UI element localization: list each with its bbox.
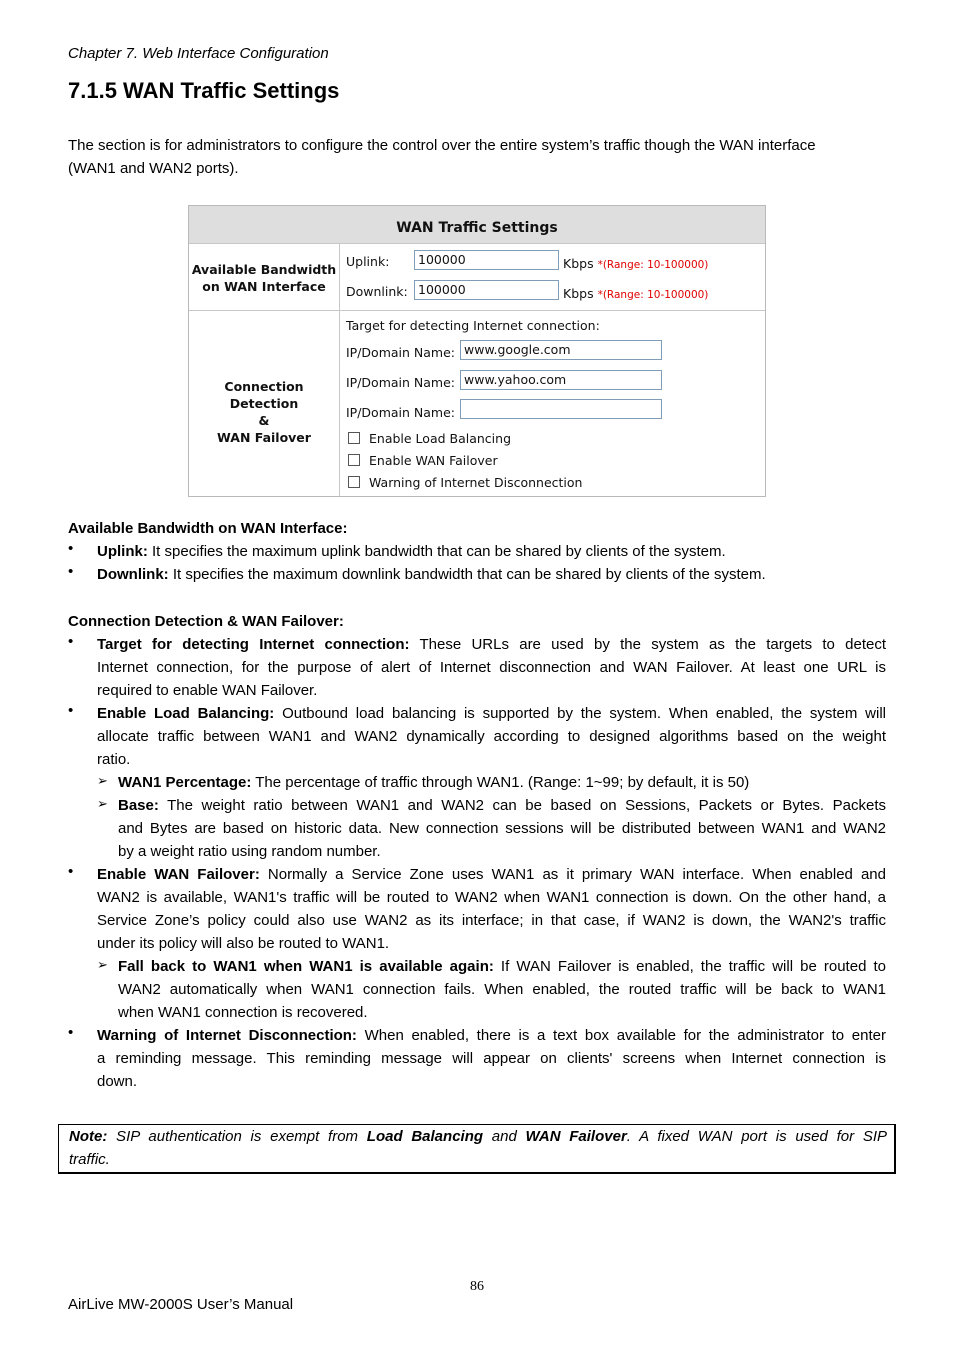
note-t3: . A fixed WAN port is used for SIP (626, 1128, 888, 1145)
note-line-1 (69, 1125, 887, 1148)
note-b2: WAN Failover (525, 1128, 627, 1145)
chapter-header: Chapter 7. Web Interface Configuration (68, 45, 329, 62)
fb-desc-1: If WAN Failover is enabled, the traffic will be routed to (493, 958, 886, 975)
wf-desc-1: Normally a Service Zone uses WAN1 as it primary WAN interface. When enabled and (259, 866, 886, 883)
uplink-label: Uplink: (346, 254, 390, 269)
domain-input-1[interactable]: www.google.com (460, 340, 662, 360)
note-t1: SIP authentication is exempt from (107, 1128, 367, 1145)
base-text (118, 794, 886, 863)
note-b1: Load Balancing (366, 1128, 484, 1145)
target-line-3: required to enable WAN Failover. (97, 682, 318, 699)
note-line-2: traffic. (69, 1151, 110, 1168)
warning-bullet-text (97, 1024, 886, 1093)
lb-line-2: allocate traffic between WAN1 and WAN2 dynamically according to designed algorithms based on the weight (97, 728, 886, 745)
conn-label-line3: WAN Failover (217, 430, 311, 445)
bandwidth-row-label (189, 261, 339, 295)
conn-label-line1: Connection Detection (224, 379, 304, 411)
conn-label-line2: & (258, 413, 270, 428)
load-balancing-label: Enable Load Balancing (369, 431, 512, 446)
target-line-2: Internet connection, for the purpose of alert of Internet disconnection and WAN Failover. At least one URL is (97, 659, 886, 676)
uplink-term: Uplink: (97, 543, 148, 560)
note-text (69, 1125, 887, 1171)
wf-term: Enable WAN Failover: (97, 866, 260, 883)
column-divider (339, 244, 340, 496)
panel-title: WAN Traffic Settings (189, 206, 765, 244)
wf-line-2: WAN2 is available, WAN1's traffic will be routed to WAN2 when WAN1 connection is down. On the other hand, a (97, 889, 886, 906)
bullet: • (68, 563, 74, 580)
bandwidth-heading: Available Bandwidth on WAN Interface: (68, 520, 348, 537)
uplink-unit (563, 256, 708, 271)
fallback-text (118, 955, 886, 1024)
domain-label-1: IP/Domain Name: (346, 345, 456, 360)
domain-label-2: IP/Domain Name: (346, 375, 456, 390)
target-bullet-text (97, 633, 886, 702)
uplink-range: *(Range: 10-100000) (597, 259, 709, 271)
connection-row-label (189, 378, 339, 446)
bullet: • (68, 1024, 74, 1041)
domain-input-3[interactable] (460, 399, 662, 419)
base-desc-1: The weight ratio between WAN1 and WAN2 can be based on Sessions, Packets or Bytes. Packets (158, 797, 886, 814)
wf-line-3: Service Zone’s policy could also use WAN2 as its interface; in that case, if WAN2 is down, the WAN2's traffic (97, 912, 886, 929)
section-title: 7.1.5 WAN Traffic Settings (68, 78, 340, 103)
base-term: Base: (118, 797, 159, 814)
bullet: • (68, 863, 74, 880)
note-box (58, 1124, 896, 1174)
warn-line-1 (97, 1024, 886, 1047)
note-t2: and (483, 1128, 526, 1145)
bullet: • (68, 633, 74, 650)
uplink-bullet-text (97, 540, 886, 563)
bullet: • (68, 702, 74, 719)
pct-desc: The percentage of traffic through WAN1. (Range: 1~99; by default, it is 50) (251, 774, 750, 791)
wan1-percentage-text (118, 771, 886, 794)
bullet: • (68, 540, 74, 557)
downlink-bullet-text (97, 563, 886, 586)
base-line-1 (118, 794, 886, 817)
warn-desc-1: When enabled, there is a text box available for the administrator to enter (356, 1027, 886, 1044)
downlink-term: Downlink: (97, 566, 169, 583)
lb-line-1 (97, 702, 886, 725)
bandwidth-label-line2: on WAN Interface (202, 279, 326, 294)
warn-line-2: a reminding message. This reminding message will appear on clients' screens when Internet connection is (97, 1050, 886, 1067)
base-line-3: by a weight ratio using random number. (118, 843, 381, 860)
downlink-desc: It specifies the maximum downlink bandwidth that can be shared by clients of the system. (168, 566, 766, 583)
bandwidth-label-line1: Available Bandwidth (191, 262, 337, 277)
wan-failover-bullet-text (97, 863, 886, 955)
arrow-bullet-icon: ➢ (97, 796, 108, 811)
warn-line-3: down. (97, 1073, 138, 1090)
connection-heading: Connection Detection & WAN Failover: (68, 613, 344, 630)
downlink-input[interactable]: 100000 (414, 280, 559, 300)
target-line-1 (97, 633, 886, 656)
fb-line-3: when WAN1 connection is recovered. (118, 1004, 368, 1021)
note-label: Note: (69, 1128, 108, 1145)
target-term: Target for detecting Internet connection: (97, 636, 410, 653)
intro-line-2: (WAN1 and WAN2 ports). (68, 160, 239, 177)
internet-warning-checkbox[interactable] (348, 476, 360, 488)
fb-term: Fall back to WAN1 when WAN1 is available again: (118, 958, 494, 975)
warn-term: Warning of Internet Disconnection: (97, 1027, 357, 1044)
target-desc-1: These URLs are used by the system as the targets to detect (409, 636, 886, 653)
downlink-unit-text: Kbps (563, 286, 594, 301)
downlink-range: *(Range: 10-100000) (597, 289, 709, 301)
downlink-unit (563, 286, 708, 301)
wf-line-1 (97, 863, 886, 886)
target-detect-text: Target for detecting Internet connection: (346, 318, 600, 333)
row-divider (189, 310, 765, 311)
lb-line-3: ratio. (97, 751, 131, 768)
wf-line-4: under its policy will also be routed to WAN1. (97, 935, 390, 952)
domain-label-3: IP/Domain Name: (346, 405, 456, 420)
wan-traffic-settings-panel (188, 205, 766, 497)
wan-failover-label: Enable WAN Failover (369, 453, 498, 468)
wan-failover-checkbox[interactable] (348, 454, 360, 466)
intro-line-1: The section is for administrators to configure the control over the entire system’s traffic though the WAN interface (68, 137, 816, 154)
load-balancing-checkbox[interactable] (348, 432, 360, 444)
internet-warning-label: Warning of Internet Disconnection (369, 475, 583, 490)
pct-term: WAN1 Percentage: (118, 774, 252, 791)
lb-term: Enable Load Balancing: (97, 705, 275, 722)
domain-input-2[interactable]: www.yahoo.com (460, 370, 662, 390)
downlink-label: Downlink: (346, 284, 408, 299)
uplink-unit-text: Kbps (563, 256, 594, 271)
page-number: 86 (470, 1279, 484, 1294)
load-balancing-bullet-text (97, 702, 886, 771)
uplink-input[interactable]: 100000 (414, 250, 559, 270)
intro-paragraph (68, 134, 886, 180)
arrow-bullet-icon: ➢ (97, 957, 108, 972)
arrow-bullet-icon: ➢ (97, 773, 108, 788)
footer-text: AirLive MW-2000S User’s Manual (68, 1296, 294, 1313)
fb-line-2: WAN2 automatically when WAN1 connection fails. When enabled, the routed traffic will be back to WAN1 (118, 981, 886, 998)
uplink-desc: It specifies the maximum uplink bandwidth that can be shared by clients of the system. (147, 543, 726, 560)
fb-line-1 (118, 955, 886, 978)
lb-desc-1: Outbound load balancing is supported by the system. When enabled, the system will (274, 705, 886, 722)
base-line-2: and Bytes are based on historic data. New connection sessions will be distributed between WAN1 and WAN2 (118, 820, 886, 837)
